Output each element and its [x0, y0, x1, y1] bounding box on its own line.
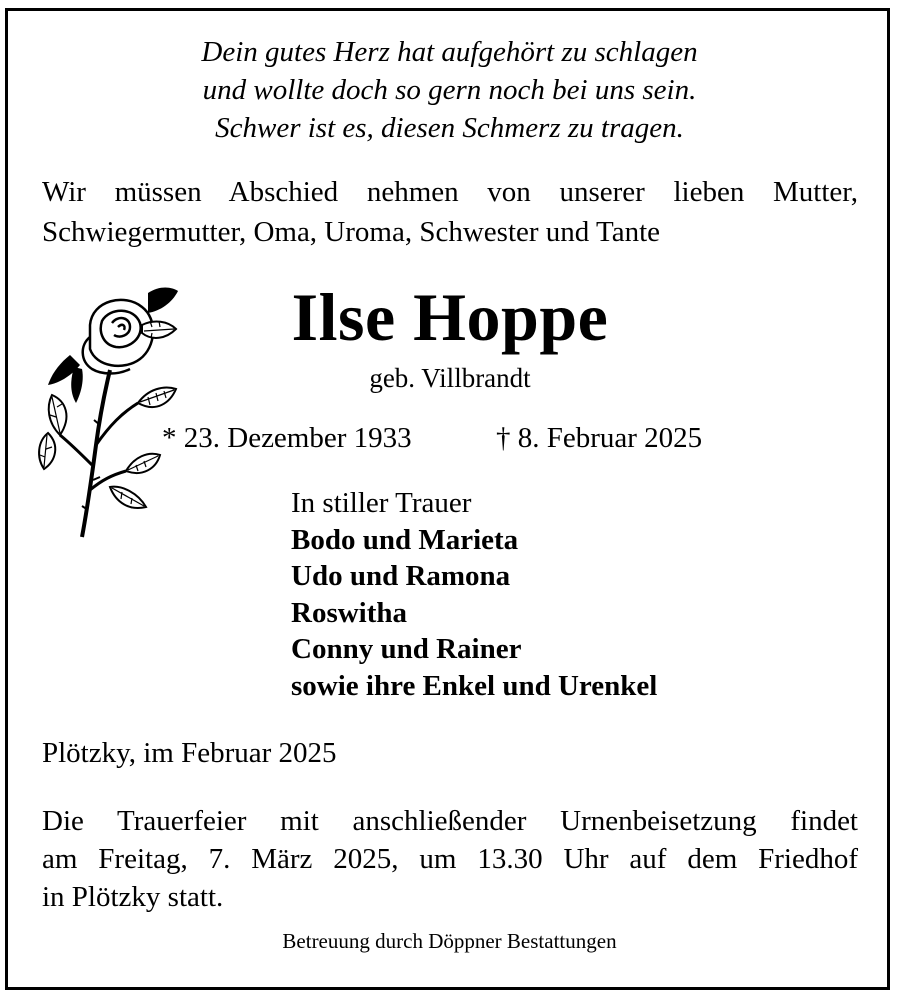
ceremony-line: am Freitag, 7. März 2025, um 13.30 Uhr auf dem Friedhof: [42, 843, 858, 875]
mourner-name: sowie ihre Enkel und Urenkel: [291, 669, 658, 702]
deceased-name: Ilse Hoppe: [291, 279, 609, 355]
intro-line: Schwiegermutter, Oma, Uroma, Schwester und Tante: [42, 216, 660, 248]
place-date: Plötzky, im Februar 2025: [42, 737, 337, 769]
poem-line: und wollte doch so gern noch bei uns sein.: [202, 74, 697, 106]
intro-line: Wir müssen Abschied nehmen von unserer lieben Mutter,: [42, 176, 858, 208]
mourners-list: [291, 485, 657, 704]
rose-icon: [30, 285, 180, 540]
death-date: † 8. Februar 2025: [496, 422, 703, 454]
mourner-name: Roswitha: [291, 596, 408, 629]
poem-line: Schwer ist es, diesen Schmerz zu tragen.: [215, 112, 684, 144]
mourner-name: Conny und Rainer: [291, 633, 522, 665]
ceremony-line: in Plötzky statt.: [42, 881, 224, 913]
mourner-name: Udo und Ramona: [291, 560, 511, 592]
maiden-name: geb. Villbrandt: [369, 363, 531, 393]
birth-date: * 23. Dezember 1933: [162, 422, 412, 454]
ceremony-line: Die Trauerfeier mit anschließender Urnenbeisetzung findet: [42, 805, 858, 837]
mourner-name: Bodo und Marieta: [291, 523, 519, 556]
intro-text: [42, 172, 858, 252]
poem: [8, 33, 891, 147]
ceremony-text: [42, 802, 858, 916]
mourners-lead: In stiller Trauer: [291, 487, 472, 519]
poem-line: Dein gutes Herz hat aufgehört zu schlagen: [201, 36, 698, 68]
funeral-home-credit: Betreuung durch Döppner Bestattungen: [282, 929, 617, 953]
